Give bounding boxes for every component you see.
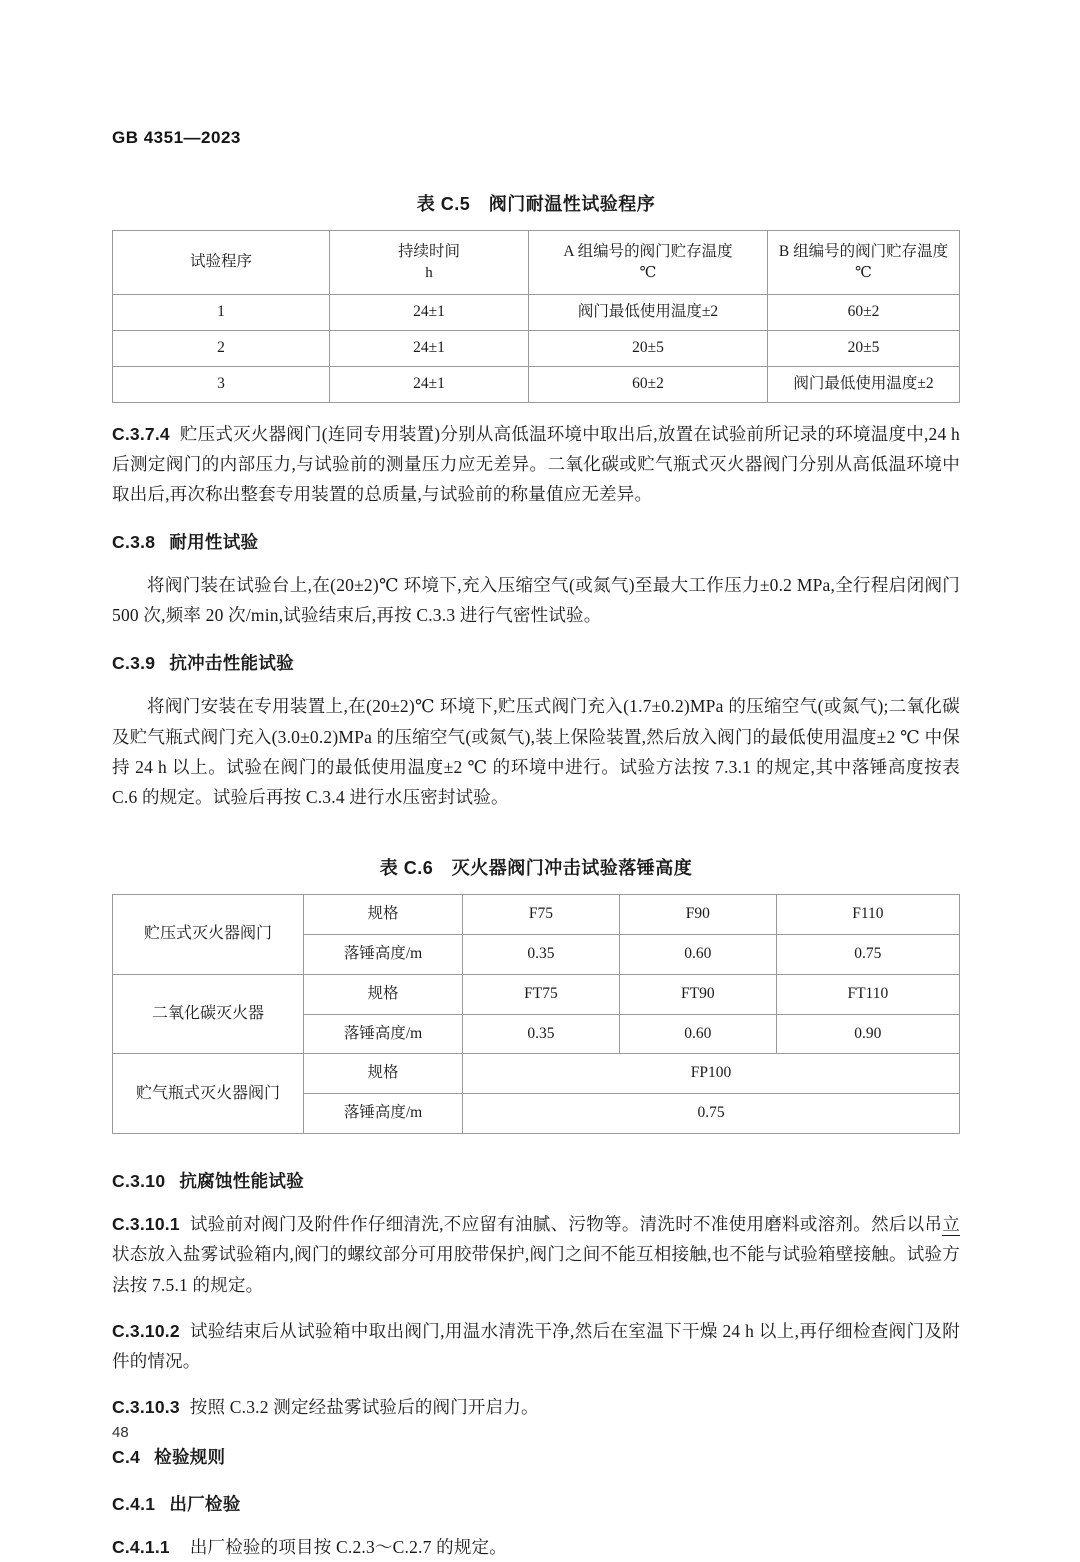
heading-c3-8 xyxy=(112,529,960,554)
table-c6-height-label: 落锤高度/m xyxy=(304,1014,463,1054)
table-cell: 60±2 xyxy=(529,367,768,403)
clause-number: C.4.1 xyxy=(112,1493,156,1514)
clause-number: C.4.1.1 xyxy=(112,1536,170,1557)
table-c5-col-3: B 组编号的阀门贮存温度 ℃ xyxy=(768,231,960,295)
heading-c3-10 xyxy=(112,1168,960,1193)
table-c5-title: 表 C.5 阀门耐温性试验程序 xyxy=(416,194,656,214)
clause-number: C.3.9 xyxy=(112,653,156,674)
heading-c3-9 xyxy=(112,650,960,675)
clause-title: 耐用性试验 xyxy=(169,532,259,553)
table-cell: 1 xyxy=(113,295,330,331)
table-c6-group-label: 二氧化碳灭火器 xyxy=(113,974,304,1054)
table-c6-spec-label: 规格 xyxy=(304,974,463,1014)
clause-text: 试验结束后从试验箱中取出阀门,用温水清洗干净,然后在室温下干燥 24 h 以上,再仔细检查阀门及附件的情况。 xyxy=(112,1320,960,1371)
clause-number: C.3.7.4 xyxy=(112,423,170,444)
table-cell: 24±1 xyxy=(330,295,529,331)
heading-c4 xyxy=(112,1444,960,1469)
table-cell: 0.35 xyxy=(463,934,620,974)
table-cell: 0.90 xyxy=(776,1014,959,1054)
clause-number: C.3.10.2 xyxy=(112,1320,180,1341)
paragraph-c3-10-3 xyxy=(112,1392,960,1422)
table-cell: 阀门最低使用温度±2 xyxy=(768,367,960,403)
clause-number: C.4 xyxy=(112,1446,141,1467)
table-c5 xyxy=(112,230,960,403)
highlighted-character: 立 xyxy=(942,1214,960,1235)
page-number: 48 xyxy=(112,1424,129,1441)
heading-c4-1 xyxy=(112,1491,960,1516)
table-row xyxy=(113,331,960,367)
table-cell: F75 xyxy=(463,894,620,934)
clause-text-post: 状态放入盐雾试验箱内,阀门的螺纹部分可用胶带保护,阀门之间不能互相接触,也不能与试验箱壁接触。试验方法按 7.5.1 的规定。 xyxy=(112,1244,960,1295)
clause-text: 出厂检验的项目按 C.2.3～C.2.7 的规定。 xyxy=(189,1536,507,1557)
table-c6 xyxy=(112,894,960,1135)
table-c6-spec-label: 规格 xyxy=(304,894,463,934)
table-c6-height-label: 落锤高度/m xyxy=(304,1094,463,1134)
table-row xyxy=(113,1054,960,1094)
table-row-header xyxy=(113,231,960,295)
table-row xyxy=(113,894,960,934)
table-c6-title: 表 C.6 灭火器阀门冲击试验落锤高度 xyxy=(379,857,693,878)
table-cell: 60±2 xyxy=(768,295,960,331)
table-cell: F90 xyxy=(619,894,776,934)
table-cell: 24±1 xyxy=(330,367,529,403)
clause-text: 按照 C.3.2 测定经盐雾试验后的阀门开启力。 xyxy=(189,1396,539,1417)
clause-number: C.3.8 xyxy=(112,532,156,553)
table-cell: 0.75 xyxy=(776,934,959,974)
paragraph-c3-10-1 xyxy=(112,1209,960,1299)
clause-number: C.3.10.1 xyxy=(112,1214,180,1235)
table-c6-group-label: 贮压式灭火器阀门 xyxy=(113,894,304,974)
table-row xyxy=(113,367,960,403)
table-c5-col-2: A 组编号的阀门贮存温度 ℃ xyxy=(529,231,768,295)
clause-text: 贮压式灭火器阀门(连同专用装置)分别从高低温环境中取出后,放置在试验前所记录的环境温度中,24 h 后测定阀门的内部压力,与试验前的测量压力应无差异。二氧化碳或贮气瓶式灭火器阀门分别从高低温环境中取出后,再次称出整套专用装置的总质量,与试验前的称量值应无差异。 xyxy=(112,423,960,505)
clause-title: 检验规则 xyxy=(154,1446,226,1467)
table-cell: 0.35 xyxy=(463,1014,620,1054)
table-row xyxy=(113,295,960,331)
table-cell: 0.60 xyxy=(619,934,776,974)
paragraph-c3-9-body: 将阀门安装在专用装置上,在(20±2)℃ 环境下,贮压式阀门充入(1.7±0.2)MPa 的压缩空气(或氮气);二氧化碳及贮气瓶式阀门充入(3.0±0.2)MPa 的压缩空气(或氮气),装上保险装置,然后放入阀门的最低使用温度±2 ℃ 中保持 24 h 以上。试验在阀门的最低使用温度±2 ℃ 的环境中进行。试验方法按 7.3.1 的规定,其中落锤高度按表 C.6 的规定。试验后再按 C.3.4 进行水压密封试验。 xyxy=(112,696,960,807)
table-cell: 0.60 xyxy=(619,1014,776,1054)
table-cell: FT90 xyxy=(619,974,776,1014)
table-cell: F110 xyxy=(776,894,959,934)
clause-text-pre: 试验前对阀门及附件作仔细清洗,不应留有油腻、污物等。清洗时不准使用磨料或溶剂。然后以吊 xyxy=(189,1214,943,1235)
table-cell: FT110 xyxy=(776,974,959,1014)
table-cell: 阀门最低使用温度±2 xyxy=(529,295,768,331)
table-cell: 24±1 xyxy=(330,331,529,367)
table-row xyxy=(113,974,960,1014)
paragraph-c4-1-1 xyxy=(112,1532,960,1562)
standard-number-header: GB 4351—2023 xyxy=(112,128,241,147)
clause-title: 出厂检验 xyxy=(169,1493,241,1514)
page-content xyxy=(112,0,960,1562)
table-cell: 3 xyxy=(113,367,330,403)
paragraph-c3-8-body: 将阀门装在试验台上,在(20±2)℃ 环境下,充入压缩空气(或氮气)至最大工作压力±0.2 MPa,全行程启闭阀门 500 次,频率 20 次/min,试验结束后,再按 C.3.3 进行气密性试验。 xyxy=(112,575,960,626)
clause-number: C.3.10.3 xyxy=(112,1396,180,1417)
table-cell: 20±5 xyxy=(529,331,768,367)
table-cell: FP100 xyxy=(463,1054,960,1094)
paragraph-c3-7-4 xyxy=(112,419,960,509)
table-c6-group-label: 贮气瓶式灭火器阀门 xyxy=(113,1054,304,1134)
table-cell: FT75 xyxy=(463,974,620,1014)
table-cell: 20±5 xyxy=(768,331,960,367)
clause-title: 抗腐蚀性能试验 xyxy=(179,1171,304,1192)
clause-title: 抗冲击性能试验 xyxy=(169,653,294,674)
paragraph-c3-10-2 xyxy=(112,1316,960,1376)
table-cell: 2 xyxy=(113,331,330,367)
table-c5-col-0: 试验程序 xyxy=(113,231,330,295)
table-c6-height-label: 落锤高度/m xyxy=(304,934,463,974)
table-c5-col-1: 持续时间 h xyxy=(330,231,529,295)
table-c6-spec-label: 规格 xyxy=(304,1054,463,1094)
clause-number: C.3.10 xyxy=(112,1171,166,1192)
table-cell: 0.75 xyxy=(463,1094,960,1134)
